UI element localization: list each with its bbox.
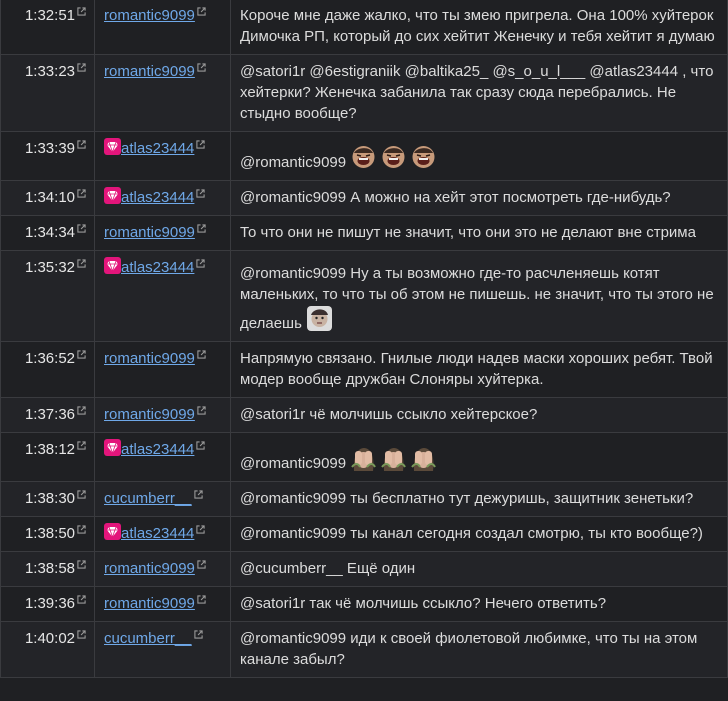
timestamp-cell bbox=[1, 181, 95, 216]
external-link-icon[interactable] bbox=[197, 7, 206, 16]
gem-badge-icon bbox=[104, 523, 121, 540]
message-text: То что они не пишут не значит, что они это не делают вне стрима bbox=[240, 224, 696, 241]
chat-row bbox=[1, 181, 728, 216]
timestamp-cell bbox=[1, 517, 95, 552]
username-cell bbox=[95, 398, 231, 433]
gem-badge-icon bbox=[104, 138, 121, 155]
external-link-icon[interactable] bbox=[196, 140, 205, 149]
timestamp-link[interactable]: 1:35:32 bbox=[24, 259, 75, 276]
timestamp-link[interactable]: 1:38:30 bbox=[24, 490, 75, 507]
laugh-emote bbox=[380, 144, 407, 171]
username-link[interactable]: atlas23444 bbox=[121, 259, 195, 276]
chat-row bbox=[1, 622, 728, 678]
external-link-icon[interactable] bbox=[194, 630, 203, 639]
username-cell bbox=[95, 433, 231, 482]
username-link[interactable]: atlas23444 bbox=[121, 525, 195, 542]
username-cell bbox=[95, 482, 231, 517]
message-text: @romantic9099 А можно на хейт этот посмотреть где-нибудь? bbox=[240, 189, 671, 206]
external-link-icon[interactable] bbox=[196, 259, 205, 268]
laugh-emote bbox=[350, 144, 377, 171]
facepalm-emote bbox=[410, 445, 437, 472]
chat-row bbox=[1, 552, 728, 587]
message-cell bbox=[231, 342, 728, 398]
message-cell bbox=[231, 55, 728, 132]
timestamp-link[interactable]: 1:32:51 bbox=[24, 7, 75, 24]
chat-row bbox=[1, 482, 728, 517]
external-link-icon[interactable] bbox=[77, 350, 86, 359]
timestamp-cell bbox=[1, 622, 95, 678]
external-link-icon[interactable] bbox=[197, 350, 206, 359]
username-cell bbox=[95, 251, 231, 342]
username-cell bbox=[95, 132, 231, 181]
username-link[interactable]: romantic9099 bbox=[104, 595, 195, 612]
username-cell bbox=[95, 342, 231, 398]
timestamp-link[interactable]: 1:40:02 bbox=[24, 630, 75, 647]
message-cell bbox=[231, 0, 728, 55]
timestamp-link[interactable]: 1:33:39 bbox=[24, 140, 75, 157]
username-cell bbox=[95, 622, 231, 678]
message-text: @romantic9099 ты бесплатно тут дежуришь, защитник зенетьки? bbox=[240, 490, 694, 507]
chat-row bbox=[1, 398, 728, 433]
external-link-icon[interactable] bbox=[77, 224, 86, 233]
message-text: @romantic9099 bbox=[240, 455, 347, 472]
message-cell bbox=[231, 622, 728, 678]
facepalm-emote bbox=[350, 445, 377, 472]
external-link-icon[interactable] bbox=[77, 259, 86, 268]
external-link-icon[interactable] bbox=[77, 63, 86, 72]
timestamp-cell bbox=[1, 251, 95, 342]
timestamp-link[interactable]: 1:37:36 bbox=[24, 406, 75, 423]
message-text: @romantic9099 иди к своей фиолетовой любимке, что ты на этом канале забыл? bbox=[240, 630, 698, 668]
external-link-icon[interactable] bbox=[77, 140, 86, 149]
external-link-icon[interactable] bbox=[197, 595, 206, 604]
external-link-icon[interactable] bbox=[196, 189, 205, 198]
message-cell bbox=[231, 552, 728, 587]
timestamp-link[interactable]: 1:38:58 bbox=[24, 560, 75, 577]
chat-row bbox=[1, 132, 728, 181]
message-text: @cucumberr__ Ещё один bbox=[240, 560, 416, 577]
username-link[interactable]: romantic9099 bbox=[104, 560, 195, 577]
chat-row bbox=[1, 587, 728, 622]
timestamp-cell bbox=[1, 0, 95, 55]
timestamp-link[interactable]: 1:38:50 bbox=[24, 525, 75, 542]
message-text: @satori1r @6estigraniik @baltika25_ @s_o_u_l___ @atlas23444 , что хейтерки? Женечка забанила так сразу сюда перебрались. Не стыдно вообще? bbox=[240, 63, 714, 122]
laugh-emote bbox=[410, 144, 437, 171]
timestamp-cell bbox=[1, 216, 95, 251]
username-link[interactable]: romantic9099 bbox=[104, 63, 195, 80]
username-cell bbox=[95, 0, 231, 55]
timestamp-link[interactable]: 1:34:10 bbox=[24, 189, 75, 206]
username-link[interactable]: romantic9099 bbox=[104, 406, 195, 423]
external-link-icon[interactable] bbox=[77, 406, 86, 415]
gem-badge-icon bbox=[104, 257, 121, 274]
chat-log-body bbox=[1, 0, 728, 678]
timestamp-link[interactable]: 1:33:23 bbox=[24, 63, 75, 80]
external-link-icon[interactable] bbox=[77, 525, 86, 534]
message-text: @romantic9099 bbox=[240, 154, 347, 171]
message-cell bbox=[231, 181, 728, 216]
message-cell bbox=[231, 587, 728, 622]
timestamp-cell bbox=[1, 587, 95, 622]
message-text: Короче мне даже жалко, что ты змею пригрела. Она 100% хуйтерок Димочка РП, который до сих хейтит Женечку и тебя хейтит я думаю bbox=[240, 7, 715, 45]
message-text: @satori1r так чё молчишь ссыкло? Нечего ответить? bbox=[240, 595, 607, 612]
gem-badge-icon bbox=[104, 187, 121, 204]
username-cell bbox=[95, 517, 231, 552]
message-text: Напрямую связано. Гнилые люди надев маски хороших ребят. Твой модер вообще дружбан Слоняры хуйтерка. bbox=[240, 350, 713, 388]
timestamp-link[interactable]: 1:39:36 bbox=[24, 595, 75, 612]
facepalm-emote bbox=[380, 445, 407, 472]
external-link-icon[interactable] bbox=[77, 595, 86, 604]
timestamp-cell bbox=[1, 398, 95, 433]
chat-row bbox=[1, 0, 728, 55]
chat-row bbox=[1, 216, 728, 251]
chat-row bbox=[1, 342, 728, 398]
message-cell bbox=[231, 433, 728, 482]
username-link[interactable]: romantic9099 bbox=[104, 7, 195, 24]
external-link-icon[interactable] bbox=[194, 490, 203, 499]
username-link[interactable]: atlas23444 bbox=[121, 189, 195, 206]
timestamp-cell bbox=[1, 342, 95, 398]
message-cell bbox=[231, 398, 728, 433]
username-link[interactable]: cucumberr__ bbox=[104, 490, 192, 507]
timestamp-link[interactable]: 1:36:52 bbox=[24, 350, 75, 367]
username-cell bbox=[95, 181, 231, 216]
external-link-icon[interactable] bbox=[77, 7, 86, 16]
external-link-icon[interactable] bbox=[77, 490, 86, 499]
face-emote bbox=[306, 305, 333, 332]
username-link[interactable]: atlas23444 bbox=[121, 140, 195, 157]
external-link-icon[interactable] bbox=[197, 406, 206, 415]
username-cell bbox=[95, 587, 231, 622]
external-link-icon[interactable] bbox=[77, 560, 86, 569]
username-link[interactable]: cucumberr__ bbox=[104, 630, 192, 647]
message-text: @romantic9099 Ну а ты возможно где-то расчленяешь котят маленьких, то что ты об этом не пишешь. не значит, что ты этого не делаешь bbox=[240, 265, 714, 332]
chat-row bbox=[1, 55, 728, 132]
chat-row bbox=[1, 517, 728, 552]
message-cell bbox=[231, 517, 728, 552]
message-cell bbox=[231, 132, 728, 181]
username-cell bbox=[95, 55, 231, 132]
message-text: @romantic9099 ты канал сегодня создал смотрю, ты кто вообще?) bbox=[240, 525, 703, 542]
timestamp-link[interactable]: 1:38:12 bbox=[24, 441, 75, 458]
external-link-icon[interactable] bbox=[197, 560, 206, 569]
chat-row bbox=[1, 433, 728, 482]
timestamp-cell bbox=[1, 482, 95, 517]
message-text: @satori1r чё молчишь ссыкло хейтерское? bbox=[240, 406, 538, 423]
external-link-icon[interactable] bbox=[196, 525, 205, 534]
timestamp-cell bbox=[1, 132, 95, 181]
external-link-icon[interactable] bbox=[77, 189, 86, 198]
gem-badge-icon bbox=[104, 439, 121, 456]
username-link[interactable]: romantic9099 bbox=[104, 224, 195, 241]
external-link-icon[interactable] bbox=[77, 630, 86, 639]
username-cell bbox=[95, 552, 231, 587]
message-cell bbox=[231, 251, 728, 342]
timestamp-link[interactable]: 1:34:34 bbox=[24, 224, 75, 241]
message-cell bbox=[231, 216, 728, 251]
username-link[interactable]: romantic9099 bbox=[104, 350, 195, 367]
external-link-icon[interactable] bbox=[77, 441, 86, 450]
username-link[interactable]: atlas23444 bbox=[121, 441, 195, 458]
message-cell bbox=[231, 482, 728, 517]
timestamp-cell bbox=[1, 55, 95, 132]
timestamp-cell bbox=[1, 433, 95, 482]
external-link-icon[interactable] bbox=[197, 224, 206, 233]
external-link-icon[interactable] bbox=[197, 63, 206, 72]
timestamp-cell bbox=[1, 552, 95, 587]
chat-row bbox=[1, 251, 728, 342]
username-cell bbox=[95, 216, 231, 251]
external-link-icon[interactable] bbox=[196, 441, 205, 450]
